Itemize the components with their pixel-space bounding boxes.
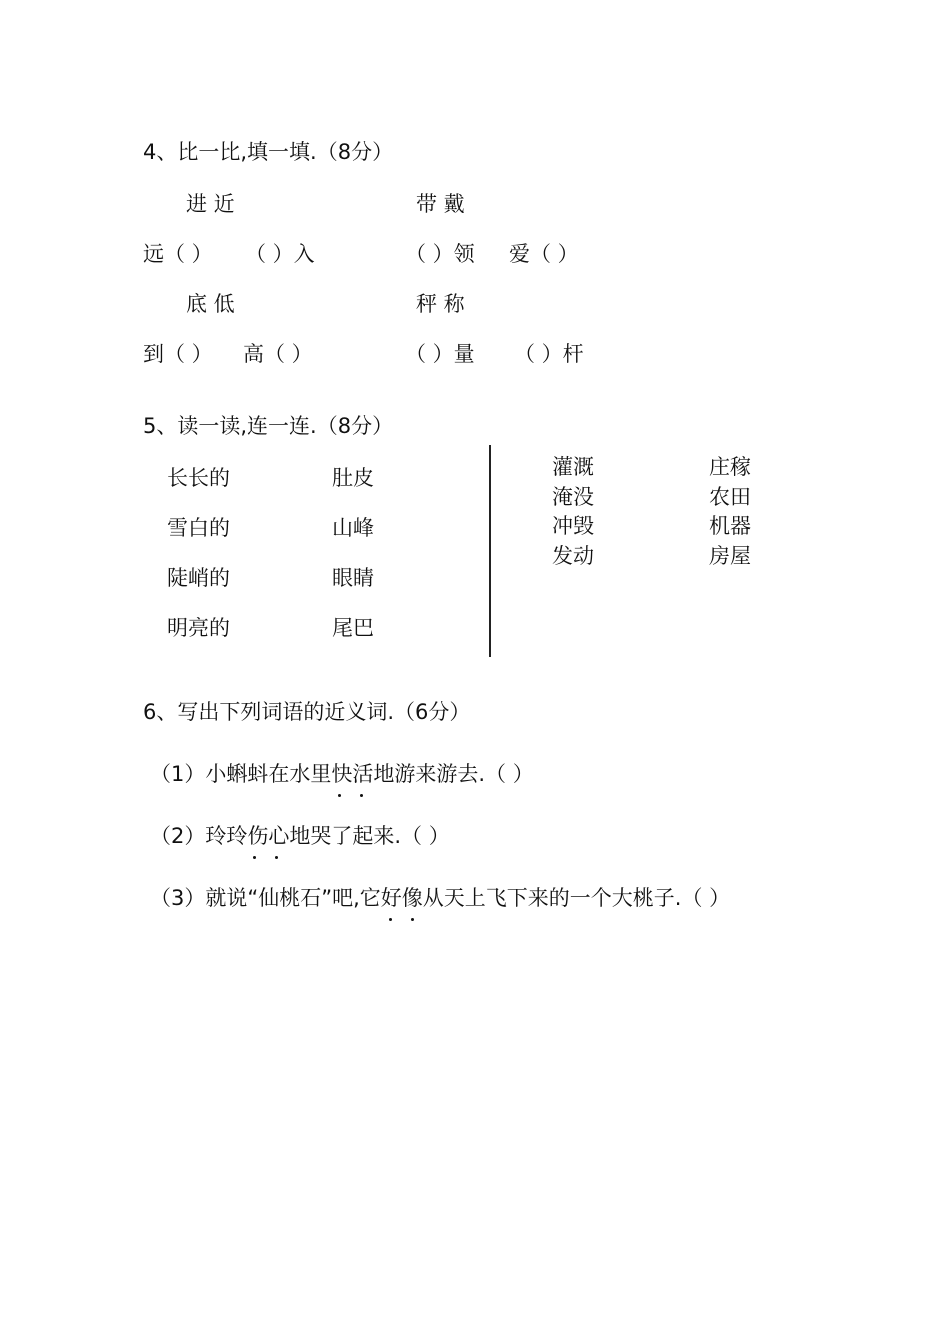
q4-pair-3: 底 低 bbox=[186, 292, 235, 316]
q5-noun-word: 房屋 bbox=[709, 544, 751, 568]
q5-title: 5、读一读,连一连.（8分） bbox=[143, 414, 394, 438]
q5-left-word: 雪白的 bbox=[167, 516, 230, 540]
q5-left-word: 陡峭的 bbox=[167, 566, 230, 590]
q4-blank: （ ）杆 bbox=[514, 342, 584, 366]
emphasis-dot bbox=[253, 856, 256, 859]
q4-blank: （ ）量 bbox=[405, 342, 475, 366]
q5-verb-word: 灌溉 bbox=[552, 455, 594, 479]
q5-mid-word: 山峰 bbox=[332, 516, 374, 540]
q5-verb-word: 冲毁 bbox=[552, 514, 594, 538]
q4-pair-1: 进 近 bbox=[186, 192, 235, 216]
q6-item-3 bbox=[150, 882, 730, 912]
q4-blank: 到（ ） bbox=[143, 342, 213, 366]
emphasis-dot bbox=[275, 856, 278, 859]
q4-blank: （ ）领 bbox=[405, 242, 475, 266]
q4-blank: 爱（ ） bbox=[509, 242, 579, 266]
q4-pair-2: 带 戴 bbox=[416, 192, 465, 216]
q4-blank: （ ）入 bbox=[245, 242, 315, 266]
q5-mid-word: 眼睛 bbox=[332, 566, 374, 590]
q4-title: 4、比一比,填一填.（8分） bbox=[143, 140, 394, 164]
emphasis-dot bbox=[389, 918, 392, 921]
q5-verb-word: 淹没 bbox=[552, 485, 594, 509]
emphasis-dot bbox=[360, 794, 363, 797]
q4-blank: 高（ ） bbox=[243, 342, 313, 366]
q5-noun-word: 庄稼 bbox=[709, 455, 751, 479]
q6-title: 6、写出下列词语的近义词.（6分） bbox=[143, 700, 471, 724]
q4-pair-4: 秤 称 bbox=[416, 292, 465, 316]
q4-blank: 远（ ） bbox=[143, 242, 213, 266]
q5-verb-word: 发动 bbox=[552, 544, 594, 568]
q6-item-text: （3）就说“仙桃石”吧,它 bbox=[150, 886, 381, 910]
q5-left-word: 长长的 bbox=[167, 466, 230, 490]
q5-mid-word: 肚皮 bbox=[332, 466, 374, 490]
q6-item-text: 从天上飞下来的一个大桃子.（ ） bbox=[422, 886, 731, 910]
q6-target-word: 快活 bbox=[331, 758, 373, 788]
emphasis-dot bbox=[338, 794, 341, 797]
q6-item-text: 地游来游去.（ ） bbox=[373, 762, 534, 786]
q6-item-text: （1）小蝌蚪在水里 bbox=[150, 762, 332, 786]
q6-item-1 bbox=[150, 758, 534, 788]
q5-mid-word: 尾巴 bbox=[332, 616, 374, 640]
q6-item-text: 地哭了起来.（ ） bbox=[289, 824, 450, 848]
q6-item-2 bbox=[150, 820, 450, 850]
emphasis-dot bbox=[411, 918, 414, 921]
q6-item-text: （2）玲玲 bbox=[150, 824, 248, 848]
q6-target-word: 伤心 bbox=[247, 820, 289, 850]
q6-target-word: 好像 bbox=[381, 882, 423, 912]
q5-noun-word: 农田 bbox=[709, 485, 751, 509]
q5-noun-word: 机器 bbox=[709, 514, 751, 538]
q5-left-word: 明亮的 bbox=[167, 616, 230, 640]
q5-divider-line bbox=[489, 445, 491, 657]
